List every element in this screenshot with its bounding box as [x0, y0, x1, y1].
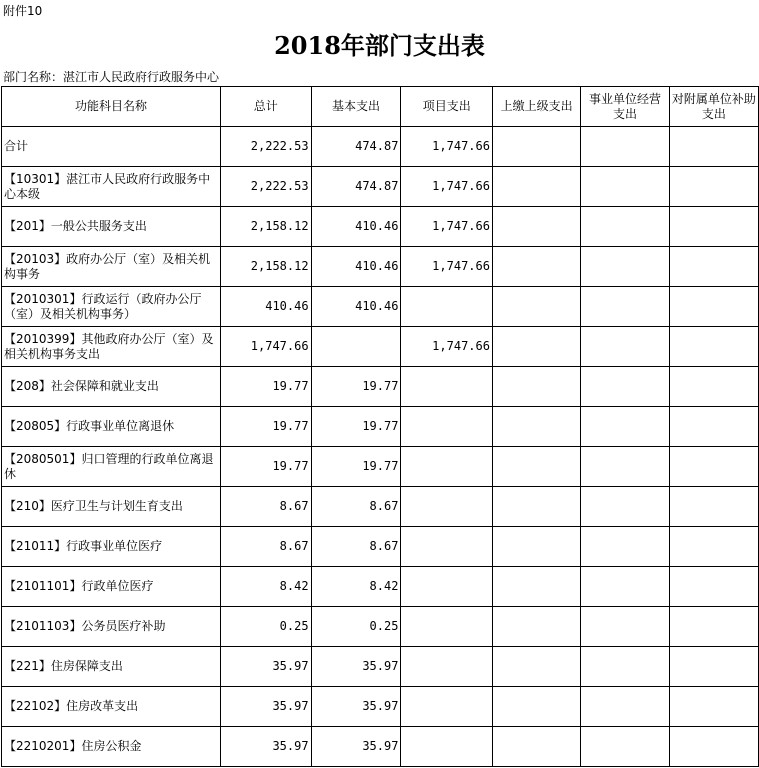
table-row: [2, 207, 759, 247]
table-header-row: [2, 87, 759, 127]
cell-upper-remit: [492, 687, 580, 727]
table-row: [2, 367, 759, 407]
cell-upper-remit: [492, 287, 580, 327]
cell-upper-remit: [492, 447, 580, 487]
cell-function-name: [2, 447, 221, 487]
cell-function-name: [2, 647, 221, 687]
cell-project: [401, 647, 493, 687]
cell-business: [581, 407, 669, 447]
cell-function-name: [2, 487, 221, 527]
cell-project: 1,747.66: [401, 327, 493, 367]
cell-subsidiary: [669, 487, 758, 527]
cell-subsidiary: [669, 407, 758, 447]
cell-upper-remit: [492, 487, 580, 527]
cell-function-name: [2, 207, 221, 247]
cell-total: 35.97: [221, 727, 312, 767]
function-name-text: 【210】医疗卫生与计划生育支出: [4, 499, 183, 513]
column-header-function: 功能科目名称: [2, 87, 221, 127]
cell-total: 19.77: [221, 367, 312, 407]
function-name-text: 【221】住房保障支出: [4, 659, 123, 673]
cell-business: [581, 567, 669, 607]
cell-business: [581, 167, 669, 207]
cell-function-name: [2, 567, 221, 607]
table-row: [2, 687, 759, 727]
function-name-text: 【201】一般公共服务支出: [4, 219, 147, 233]
cell-subsidiary: [669, 327, 758, 367]
table-row: [2, 247, 759, 287]
cell-business: [581, 367, 669, 407]
page-title: 2018年部门支出表: [274, 31, 485, 60]
cell-upper-remit: [492, 727, 580, 767]
cell-total: 2,222.53: [221, 127, 312, 167]
cell-basic: 19.77: [311, 407, 401, 447]
cell-subsidiary: [669, 727, 758, 767]
cell-upper-remit: [492, 207, 580, 247]
cell-project: [401, 687, 493, 727]
cell-total: 1,747.66: [221, 327, 312, 367]
cell-total: 19.77: [221, 447, 312, 487]
cell-basic: 474.87: [311, 167, 401, 207]
cell-subsidiary: [669, 127, 758, 167]
cell-business: [581, 327, 669, 367]
cell-total: 8.67: [221, 527, 312, 567]
cell-basic: 0.25: [311, 607, 401, 647]
cell-basic: 474.87: [311, 127, 401, 167]
cell-total: 2,158.12: [221, 207, 312, 247]
cell-subsidiary: [669, 287, 758, 327]
department-name: 部门名称：湛江市人民政府行政服务中心: [3, 70, 220, 84]
cell-total: 8.67: [221, 487, 312, 527]
cell-function-name: [2, 247, 221, 287]
cell-business: [581, 447, 669, 487]
expenditure-table: [1, 86, 759, 767]
cell-function-name: [2, 607, 221, 647]
function-name-text: 【2010399】其他政府办公厅（室）及相关机构事务支出: [4, 331, 214, 361]
column-header-project: 项目支出: [401, 87, 493, 127]
cell-business: [581, 127, 669, 167]
table-row: [2, 487, 759, 527]
function-name-text: 【2080501】归口管理的行政单位离退休: [4, 451, 214, 481]
cell-function-name: [2, 687, 221, 727]
function-name-text: 【22102】住房改革支出: [4, 699, 139, 713]
table-row: [2, 407, 759, 447]
cell-subsidiary: [669, 167, 758, 207]
table-row: [2, 567, 759, 607]
table-row: [2, 607, 759, 647]
cell-subsidiary: [669, 367, 758, 407]
cell-project: [401, 487, 493, 527]
cell-upper-remit: [492, 247, 580, 287]
cell-project: [401, 727, 493, 767]
function-name-text: 合计: [4, 139, 29, 153]
cell-total: 35.97: [221, 647, 312, 687]
cell-business: [581, 647, 669, 687]
column-header-subsidiary: 对附属单位补助支出: [669, 87, 758, 127]
cell-upper-remit: [492, 647, 580, 687]
cell-project: [401, 367, 493, 407]
function-name-text: 【21011】行政事业单位医疗: [4, 539, 163, 553]
table-row: [2, 127, 759, 167]
cell-basic: 8.67: [311, 487, 401, 527]
cell-upper-remit: [492, 367, 580, 407]
cell-business: [581, 527, 669, 567]
table-row: [2, 647, 759, 687]
table-row: [2, 167, 759, 207]
cell-subsidiary: [669, 647, 758, 687]
cell-function-name: [2, 127, 221, 167]
cell-business: [581, 687, 669, 727]
cell-project: 1,747.66: [401, 247, 493, 287]
cell-function-name: [2, 367, 221, 407]
cell-business: [581, 727, 669, 767]
function-name-text: 【20103】政府办公厅（室）及相关机构事务: [4, 251, 211, 281]
function-name-text: 【2101101】行政单位医疗: [4, 579, 154, 593]
cell-basic: 410.46: [311, 207, 401, 247]
cell-total: 2,222.53: [221, 167, 312, 207]
cell-basic: 8.42: [311, 567, 401, 607]
cell-project: 1,747.66: [401, 127, 493, 167]
cell-upper-remit: [492, 327, 580, 367]
cell-basic: [311, 327, 401, 367]
cell-business: [581, 287, 669, 327]
cell-subsidiary: [669, 687, 758, 727]
cell-function-name: [2, 527, 221, 567]
cell-project: [401, 447, 493, 487]
cell-basic: 35.97: [311, 727, 401, 767]
cell-total: 19.77: [221, 407, 312, 447]
function-name-text: 【2210201】住房公积金: [4, 739, 142, 753]
cell-project: [401, 607, 493, 647]
column-header-business: 事业单位经营支出: [581, 87, 669, 127]
cell-subsidiary: [669, 247, 758, 287]
cell-upper-remit: [492, 567, 580, 607]
cell-upper-remit: [492, 167, 580, 207]
table-row: [2, 727, 759, 767]
column-header-total: 总计: [221, 87, 312, 127]
function-name-text: 【2010301】行政运行（政府办公厅（室）及相关机构事务）: [4, 291, 202, 321]
cell-basic: 19.77: [311, 447, 401, 487]
cell-total: 8.42: [221, 567, 312, 607]
cell-total: 35.97: [221, 687, 312, 727]
column-header-basic: 基本支出: [311, 87, 401, 127]
cell-upper-remit: [492, 407, 580, 447]
cell-subsidiary: [669, 607, 758, 647]
cell-subsidiary: [669, 567, 758, 607]
cell-upper-remit: [492, 527, 580, 567]
cell-function-name: [2, 407, 221, 447]
cell-total: 2,158.12: [221, 247, 312, 287]
cell-basic: 410.46: [311, 247, 401, 287]
cell-total: 410.46: [221, 287, 312, 327]
cell-upper-remit: [492, 127, 580, 167]
function-name-text: 【10301】湛江市人民政府行政服务中心本级: [4, 171, 211, 201]
cell-project: [401, 287, 493, 327]
cell-project: 1,747.66: [401, 207, 493, 247]
cell-basic: 410.46: [311, 287, 401, 327]
attachment-label: 附件10: [3, 4, 43, 18]
cell-function-name: [2, 727, 221, 767]
cell-upper-remit: [492, 607, 580, 647]
cell-function-name: [2, 167, 221, 207]
cell-basic: 8.67: [311, 527, 401, 567]
cell-project: [401, 527, 493, 567]
cell-business: [581, 207, 669, 247]
cell-subsidiary: [669, 447, 758, 487]
cell-project: 1,747.66: [401, 167, 493, 207]
cell-subsidiary: [669, 527, 758, 567]
column-header-upper-remit: 上缴上级支出: [492, 87, 580, 127]
function-name-text: 【2101103】公务员医疗补助: [4, 619, 166, 633]
cell-business: [581, 487, 669, 527]
table-row: [2, 327, 759, 367]
cell-function-name: [2, 287, 221, 327]
function-name-text: 【20805】行政事业单位离退休: [4, 419, 175, 433]
table-row: [2, 447, 759, 487]
cell-basic: 35.97: [311, 647, 401, 687]
cell-business: [581, 247, 669, 287]
cell-function-name: [2, 327, 221, 367]
cell-total: 0.25: [221, 607, 312, 647]
cell-business: [581, 607, 669, 647]
cell-project: [401, 567, 493, 607]
cell-project: [401, 407, 493, 447]
table-row: [2, 527, 759, 567]
table-row: [2, 287, 759, 327]
cell-subsidiary: [669, 207, 758, 247]
function-name-text: 【208】社会保障和就业支出: [4, 379, 159, 393]
cell-basic: 19.77: [311, 367, 401, 407]
cell-basic: 35.97: [311, 687, 401, 727]
